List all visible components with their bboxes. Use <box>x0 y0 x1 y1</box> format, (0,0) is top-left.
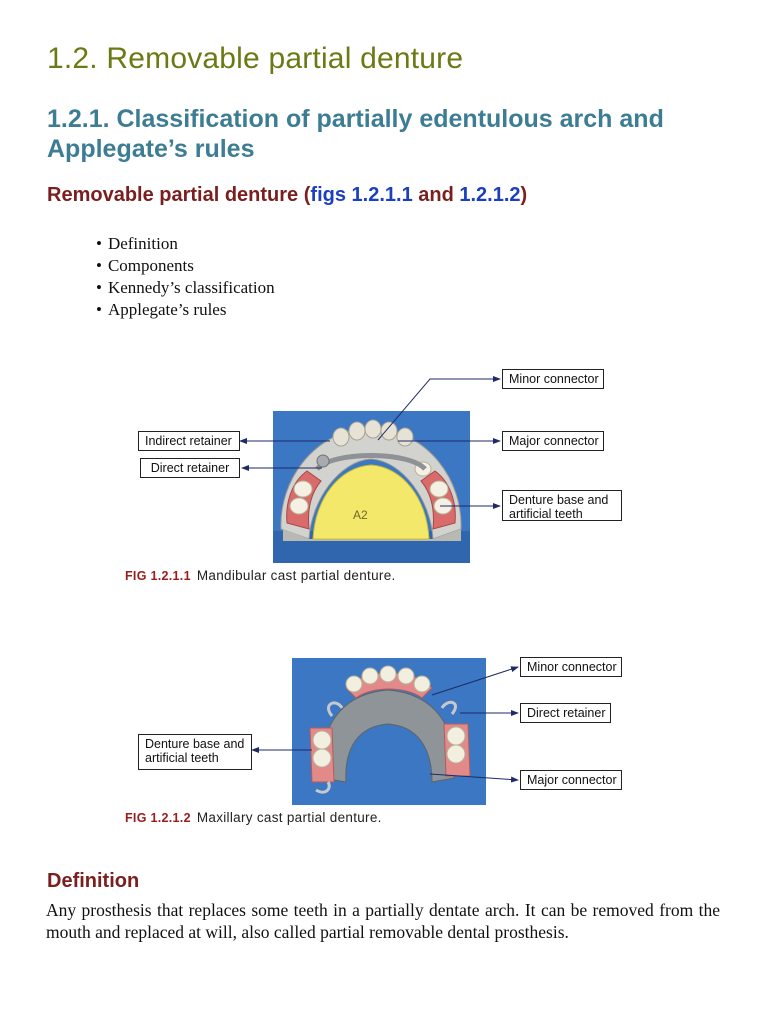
label-denture-base <box>502 490 622 521</box>
figure-2-leaders <box>0 650 768 800</box>
topic-paren-open: ( <box>298 184 311 206</box>
label-minor-connector-2: Minor connector <box>520 657 622 677</box>
figure-2-caption-text: Maxillary cast partial denture. <box>196 810 382 825</box>
bullet-item: • Definition <box>96 233 275 255</box>
label-denture-base-2-line1: Denture base and <box>145 737 245 751</box>
label-indirect-retainer: Indirect retainer <box>138 431 240 451</box>
definition-text: Any prosthesis that replaces some teeth in a partially dentate arch. It can be removed from the mouth and replaced at will, also called partial removable dental prosthesis. <box>46 900 720 942</box>
figure-1-caption <box>125 568 396 583</box>
label-direct-retainer: Direct retainer <box>140 458 240 478</box>
topic-and: and <box>412 184 460 206</box>
figure-1-leaders <box>0 360 768 540</box>
topic-bullet-list <box>96 233 275 321</box>
section-title: 1.2. Removable partial denture <box>47 42 464 75</box>
label-denture-base-line2: artificial teeth <box>509 507 583 521</box>
label-denture-base-2-line2: artificial teeth <box>145 751 219 765</box>
figure-1-caption-text: Mandibular cast partial denture. <box>196 568 396 583</box>
label-minor-connector: Minor connector <box>502 369 604 389</box>
label-direct-retainer-2: Direct retainer <box>520 703 611 723</box>
label-denture-base-line1: Denture base and <box>509 493 609 507</box>
figure-2-caption-number: FIG 1.2.1.2 <box>125 811 191 825</box>
bullet-item: • Applegate’s rules <box>96 299 275 321</box>
label-denture-base-2 <box>138 734 252 770</box>
figure-1-caption-number: FIG 1.2.1.1 <box>125 569 191 583</box>
label-major-connector: Major connector <box>502 431 604 451</box>
figure-ref-2-link[interactable]: 1.2.1.2 <box>459 184 521 206</box>
figure-ref-1-link[interactable]: 1.2.1.1 <box>351 184 413 206</box>
label-major-connector-2: Major connector <box>520 770 622 790</box>
cast-marking: A2 <box>353 508 368 522</box>
topic-paren-close: ) <box>520 184 528 206</box>
bullet-item: • Components <box>96 255 275 277</box>
topic-heading <box>47 184 527 207</box>
figure-2-caption <box>125 810 382 825</box>
figure-ref-prefix: figs <box>310 184 352 206</box>
topic-heading-text: Removable partial denture <box>47 184 299 206</box>
bullet-item: • Kennedy’s classification <box>96 277 275 299</box>
subsection-title: 1.2.1. Classification of partially edentulous arch and Applegate’s rules <box>47 105 664 163</box>
definition-heading: Definition <box>47 870 140 892</box>
